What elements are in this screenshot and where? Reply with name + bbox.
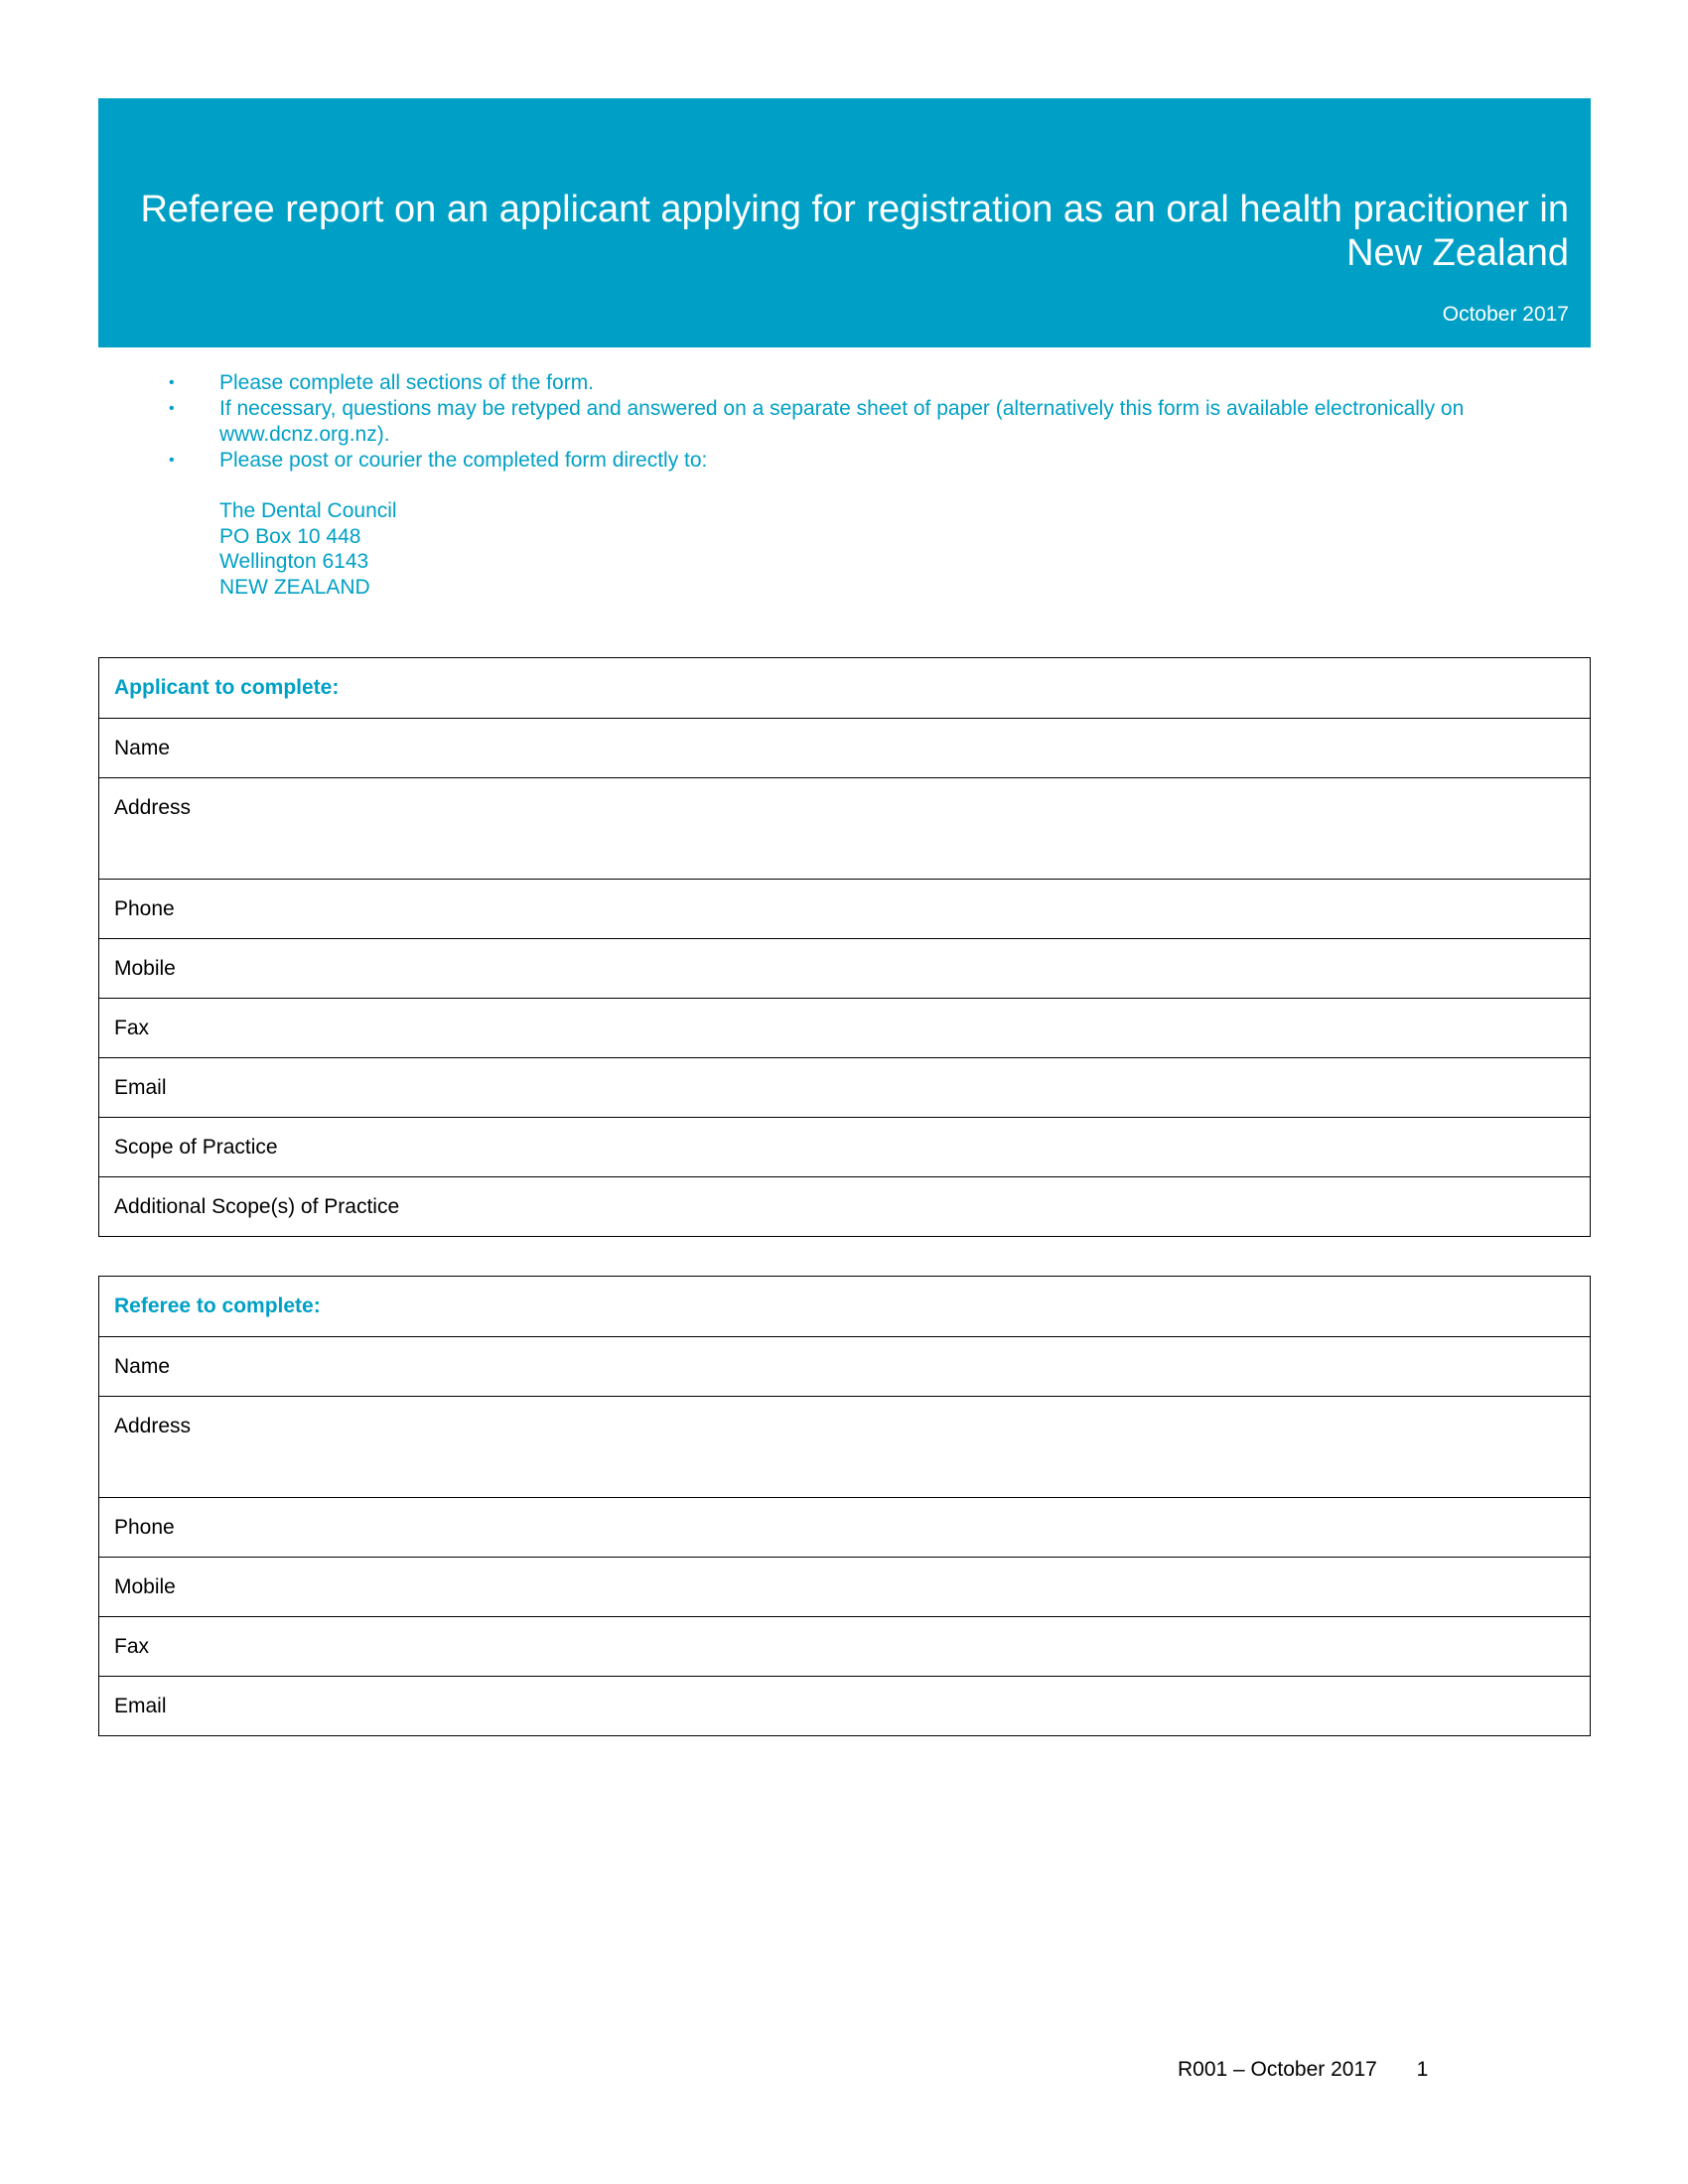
applicant-additional-scope-field[interactable]: Additional Scope(s) of Practice: [99, 1176, 1590, 1236]
referee-form-table: [98, 1276, 1591, 1736]
applicant-name-field[interactable]: Name: [99, 718, 1590, 777]
instruction-list: [162, 370, 1562, 474]
applicant-form-table: [98, 657, 1591, 1237]
applicant-address-field[interactable]: Address: [99, 777, 1590, 879]
instruction-text: Please post or courier the completed form directly to:: [219, 449, 708, 472]
address-line: Wellington 6143: [219, 550, 369, 573]
instruction-item: [162, 396, 1562, 448]
address-line: PO Box 10 448: [219, 524, 361, 548]
instruction-item: [162, 448, 1562, 474]
applicant-section-title: Applicant to complete:: [114, 676, 340, 699]
referee-mobile-field[interactable]: Mobile: [99, 1557, 1590, 1616]
instruction-item: [162, 370, 1562, 396]
referee-email-field[interactable]: Email: [99, 1676, 1590, 1735]
page-number: 1: [1416, 2058, 1429, 2081]
postal-address: [162, 498, 1562, 600]
header-date: October 2017: [1442, 303, 1569, 326]
header-banner: [98, 98, 1591, 347]
referee-address-field[interactable]: Address: [99, 1396, 1590, 1497]
applicant-mobile-field[interactable]: Mobile: [99, 938, 1590, 998]
instructions: [162, 370, 1562, 600]
applicant-fax-field[interactable]: Fax: [99, 998, 1590, 1057]
applicant-phone-field[interactable]: Phone: [99, 879, 1590, 938]
bullet-dot-icon: •: [169, 374, 175, 391]
address-line: NEW ZEALAND: [219, 575, 370, 599]
bullet-dot-icon: •: [169, 452, 175, 469]
page-footer: [1178, 2058, 1428, 2082]
footer-code: R001 – October 2017: [1178, 2058, 1377, 2081]
bullet-dot-icon: •: [169, 400, 175, 417]
instruction-text: If necessary, questions may be retyped and answered on a separate sheet of paper (alternatively this form is available electronically on www.dcnz.org.nz).: [219, 397, 1465, 446]
referee-phone-field[interactable]: Phone: [99, 1497, 1590, 1557]
instruction-text: Please complete all sections of the form.: [219, 371, 595, 394]
address-line: The Dental Council: [219, 499, 397, 522]
page-title: Referee report on an applicant applying for registration as an oral health pracitioner in New Zealand: [140, 189, 1569, 274]
applicant-email-field[interactable]: Email: [99, 1057, 1590, 1117]
referee-fax-field[interactable]: Fax: [99, 1616, 1590, 1676]
referee-name-field[interactable]: Name: [99, 1336, 1590, 1396]
applicant-scope-field[interactable]: Scope of Practice: [99, 1117, 1590, 1176]
referee-section-title: Referee to complete:: [114, 1295, 321, 1317]
